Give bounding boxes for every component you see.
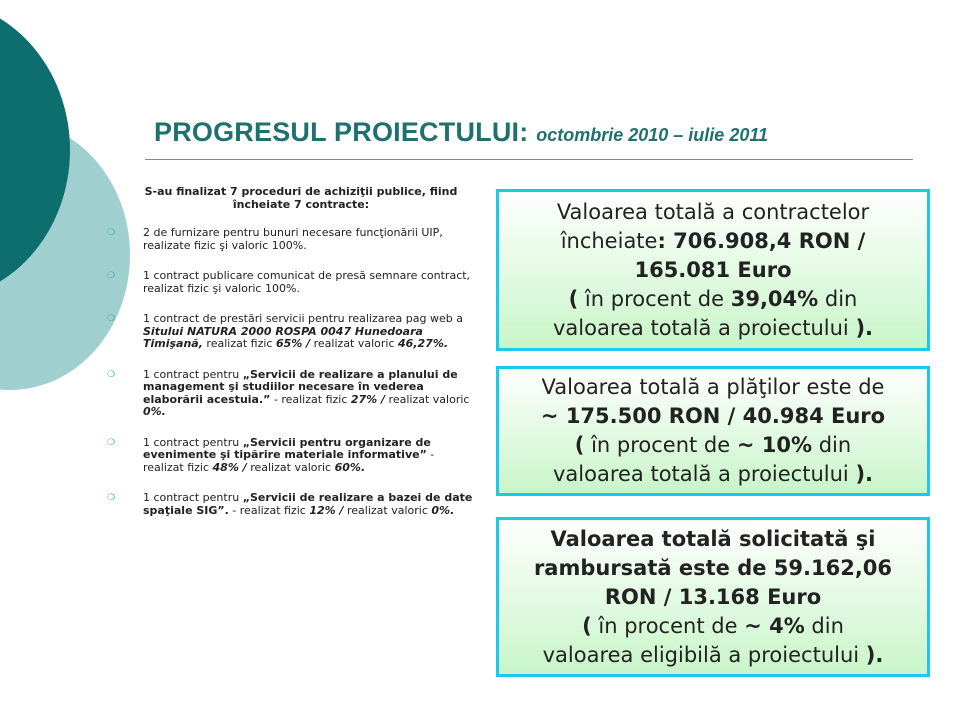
financial-progress: 60%.: [334, 460, 366, 474]
reimbursed-amount-ron: rambursată este de 59.162,06: [533, 555, 893, 580]
title-colon: :: [519, 117, 529, 147]
physical-progress: 65% /: [275, 337, 311, 350]
physical-progress: 27% /: [350, 392, 386, 406]
box-paren: ).: [855, 462, 874, 486]
list-item-text: 1 contract publicare comunicat de presă semnare contract, realizat fizic şi valoric 100%.: [143, 269, 471, 295]
intro-text: S-au finalizat 7 proceduri de achiziţii publice, fiind încheiate 7 contracte:: [144, 185, 458, 211]
payments-total-text: [541, 373, 885, 489]
list-item-title: Sitului NATURA 2000 ROSPA 0047 Hunedoara Timişană,: [143, 324, 423, 350]
box-line: din: [812, 433, 852, 457]
box-line: în procent de: [584, 433, 737, 457]
reimbursed-amount-euro: RON / 13.168 Euro: [604, 584, 822, 609]
list-item-title: „Servicii pentru organizare de evenimente şi tipărire materiale informative”: [143, 435, 431, 461]
box-line: în procent de: [591, 613, 745, 638]
reimbursed-total-text: [534, 525, 892, 670]
box-line: Valoarea totală a plăţilor este de: [541, 375, 885, 399]
bullet-icon: ❍: [107, 437, 116, 448]
list-item-text: 1 contract pentru: [143, 367, 243, 381]
contracts-total-box: [496, 189, 930, 351]
list-item: [104, 369, 474, 419]
list-item: [104, 227, 474, 252]
box-line: încheiate: [560, 228, 658, 253]
list-item-text: - realizat fizic: [143, 448, 435, 474]
list-item-text: - realizat fizic: [270, 392, 351, 406]
physical-progress: 48% /: [212, 460, 247, 474]
contract-list: [104, 227, 474, 517]
bullet-icon: ❍: [107, 228, 116, 238]
list-item-text: 1 contract de prestări servicii pentru realizarea pag web a: [143, 312, 463, 325]
list-item: [104, 437, 474, 475]
left-column: [104, 186, 474, 535]
contracts-percent: 39,04%: [730, 286, 819, 311]
box-paren: (: [568, 286, 579, 311]
box-paren: ).: [855, 315, 874, 340]
list-item-title: „Servicii de realizare a bazei de date spaţiale SIG”.: [143, 491, 473, 517]
payments-total-box: [496, 366, 930, 496]
bullet-icon: ❍: [107, 314, 116, 324]
list-item-text: realizat valoric: [343, 503, 432, 517]
financial-progress: 0%.: [143, 405, 166, 418]
list-item-text: 1 contract pentru: [143, 491, 243, 504]
list-item-title: „Servicii de realizare a planului de management şi studiilor necesare în vederea elaborării acestuia.”: [143, 367, 458, 406]
list-item-text: realizat valoric: [246, 460, 335, 474]
list-item-text: - realizat fizic: [228, 503, 310, 517]
contracts-total-text: [553, 198, 873, 343]
bullet-icon: ❍: [107, 271, 116, 281]
slide-title: [154, 112, 768, 149]
bullet-icon: ❍: [107, 369, 116, 380]
list-item-text: realizat fizic: [202, 337, 276, 350]
box-line: în procent de: [578, 286, 731, 311]
list-item-text: 1 contract pentru: [143, 435, 243, 449]
title-subtitle: octombrie 2010 – iulie 2011: [536, 125, 769, 145]
list-item: [104, 270, 474, 295]
title-divider: [145, 159, 913, 160]
financial-progress: 0%.: [431, 503, 455, 517]
reimbursed-percent: ~ 4%: [744, 613, 805, 638]
payments-amount: ~ 175.500 RON / 40.984 Euro: [540, 404, 886, 428]
box-line: Valoarea totală a contractelor: [556, 199, 870, 224]
box-line: valoarea totală a proiectului: [552, 462, 856, 486]
box-line: din: [804, 613, 844, 638]
payments-percent: ~ 10%: [736, 433, 813, 457]
contracts-amount-ron: : 706.908,4 RON /: [657, 228, 866, 253]
list-item: [104, 492, 474, 517]
box-paren: ).: [865, 642, 884, 667]
box-paren: (: [574, 433, 585, 457]
box-line: din: [818, 286, 858, 311]
list-item-text: realizat valoric: [385, 392, 470, 406]
list-item-text: realizat valoric: [310, 337, 399, 350]
list-item: [104, 313, 474, 351]
box-paren: (: [582, 613, 592, 638]
box-line: valoarea eligibilă a proiectului: [542, 642, 866, 667]
list-item-text: 2 de furnizare pentru bunuri necesare funcţionării UIP, realizate fizic şi valoric 100%.: [143, 226, 443, 252]
bullet-icon: ❍: [107, 493, 116, 503]
physical-progress: 12% /: [309, 503, 344, 517]
financial-progress: 46,27%.: [398, 337, 449, 350]
title-main: PROGRESUL PROIECTULUI: [154, 117, 520, 147]
contracts-amount-euro: 165.081 Euro: [634, 257, 792, 282]
box-line: valoarea totală a proiectului: [552, 315, 856, 340]
box-line: Valoarea totală solicitată şi: [550, 526, 876, 551]
reimbursed-total-box: [496, 517, 930, 677]
